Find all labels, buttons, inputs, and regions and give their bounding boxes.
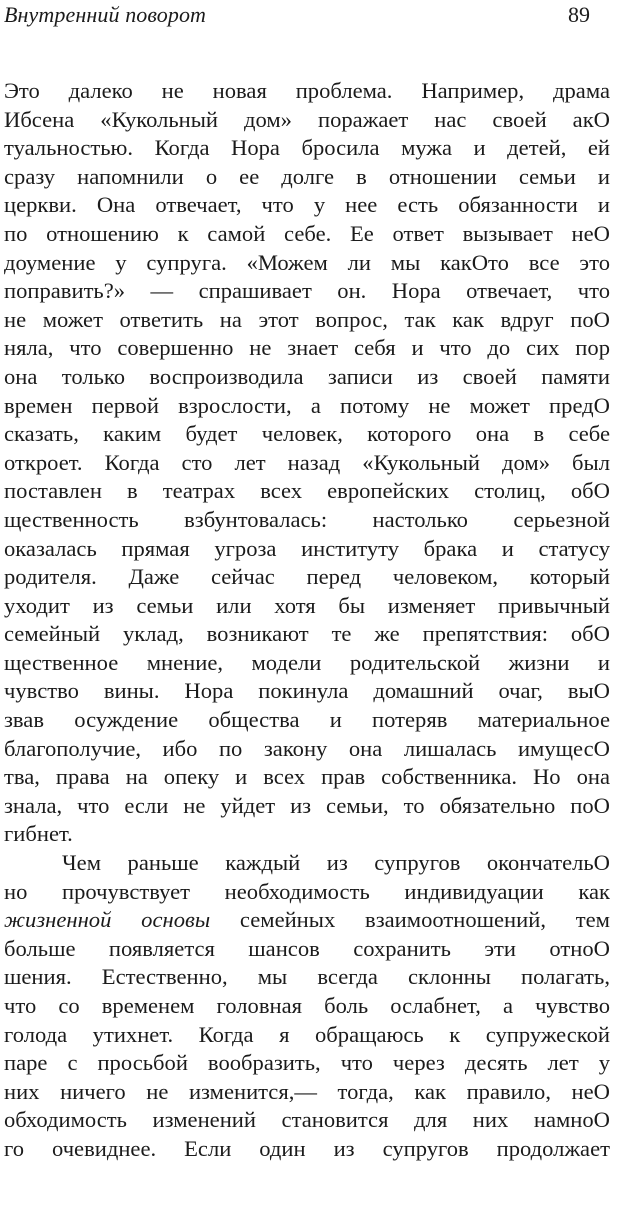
text-line: поставлен в театрах всех европейских столиц, обО (4, 478, 610, 504)
text-line: родителя. Даже сейчас перед человеком, который (4, 564, 610, 590)
text-line: времен первой взрослости, а потому не может предО (4, 392, 610, 418)
paragraph-1 (4, 77, 610, 849)
text-line: обходимость изменений становится для них намноО (4, 1107, 610, 1133)
text-fragment: семейных взаимоотношений, тем (210, 907, 610, 933)
running-head: Внутренний поворот (4, 2, 207, 27)
text-line: щественность взбунтовалась: настолько серьезной (4, 506, 610, 532)
text-line: щественное мнение, модели родительской жизни и (4, 649, 610, 675)
page-number: 89 (568, 2, 590, 27)
text-line: туальностью. Когда Нора бросила мужа и детей, ей (4, 135, 610, 161)
text-line: что со временем головная боль ослабнет, а чувство (4, 993, 610, 1018)
text-line: знала, что если не уйдет из семьи, то обязательно поО (4, 792, 610, 818)
text-line: сразу напомнили о ее долге в отношении семьи и (4, 163, 610, 189)
text-line: сказать, каким будет человек, которого она в себе (4, 421, 610, 447)
text-line: по отношению к самой себе. Ее ответ вызывает неО (4, 220, 610, 246)
text-line: тва, права на опеку и всех прав собственника. Но она (4, 764, 610, 790)
text-line: паре с просьбой вообразить, что через десять лет у (4, 1050, 610, 1076)
text-line: них ничего не изменится,— тогда, как правило, неО (4, 1078, 610, 1104)
text-line (4, 906, 610, 935)
text-line: поправить?» — спрашивает он. Нора отвечает, что (4, 278, 610, 304)
paragraph-2 (4, 849, 610, 1164)
text-line: уходит из семьи или хотя бы изменяет привычный (4, 592, 610, 618)
text-line: откроет. Когда сто лет назад «Кукольный дом» был (4, 449, 610, 475)
text-line: чувство вины. Нора покинула домашний очаг, выО (4, 678, 610, 704)
text-line: она только воспроизводила записи из своей памяти (4, 363, 610, 389)
text-line: семейный уклад, возникают те же препятствия: обО (4, 621, 610, 647)
emphasis-text: жизненной основы (4, 907, 211, 933)
text-line: оказалась прямая угроза институту брака и статусу (4, 535, 610, 561)
text-line: но прочувствует необходимость индивидуации как (4, 878, 610, 904)
text-line: звав осуждение общества и потеряв материальное (4, 707, 610, 733)
text-line: доумение у супруга. «Можем ли мы какОто все это (4, 249, 610, 275)
text-line: не может ответить на этот вопрос, так как вдруг поО (4, 306, 610, 332)
text-line: няла, что совершенно не знает себя и что до сих пор (4, 335, 610, 361)
text-line: го очевиднее. Если один из супругов продолжает (4, 1135, 610, 1161)
text-line: Это далеко не новая проблема. Например, драма (4, 78, 610, 103)
body-text (4, 77, 610, 1164)
text-line: шения. Естественно, мы всегда склонны полагать, (4, 964, 610, 990)
text-line: Чем раньше каждый из супругов окончательО (62, 850, 610, 876)
text-line: голода утихнет. Когда я обращаюсь к супружеской (4, 1021, 610, 1047)
text-line: Ибсена «Кукольный дом» поражает нас своей акО (4, 106, 610, 132)
text-line: благополучие, ибо по закону она лишалась имущесО (4, 735, 610, 761)
text-line: церкви. Она отвечает, что у нее есть обязанности и (4, 192, 610, 218)
text-line: больше появляется шансов сохранить эти отноО (4, 935, 610, 961)
text-line: гибнет. (4, 821, 73, 847)
